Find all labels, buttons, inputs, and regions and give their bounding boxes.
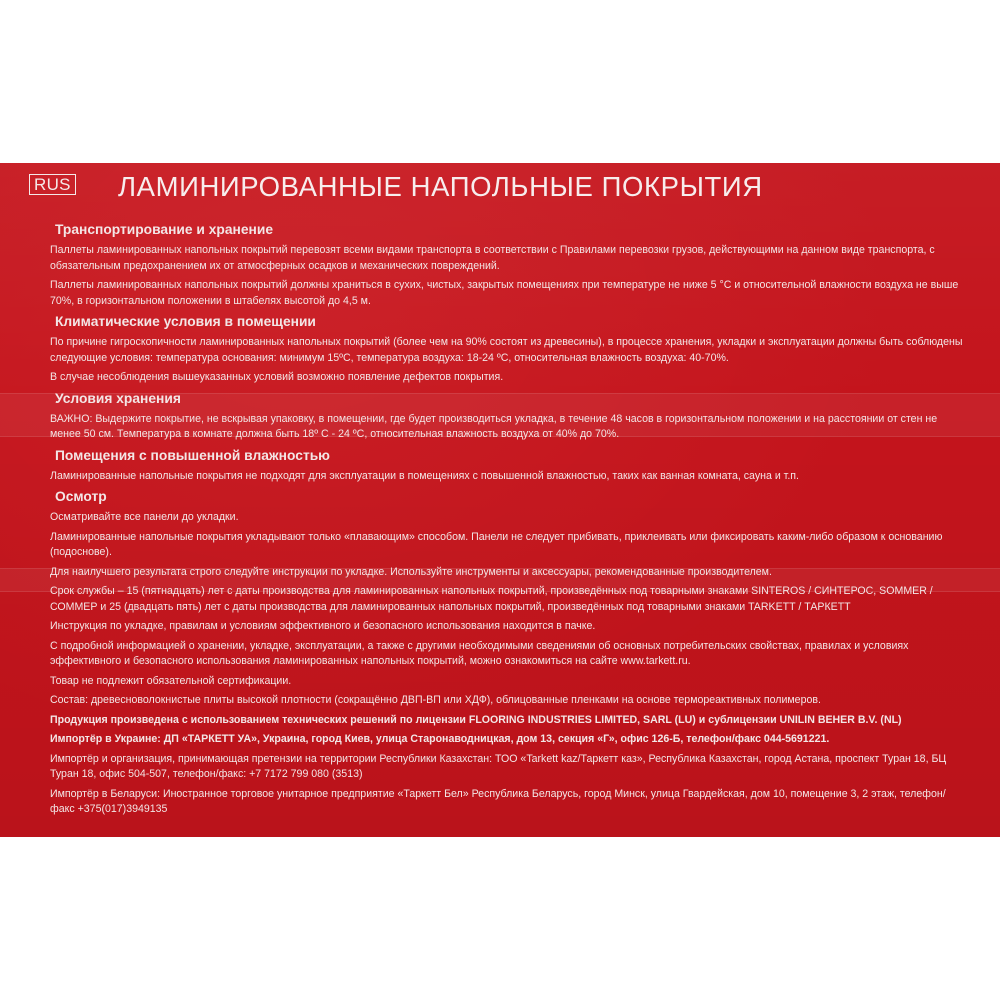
paragraph: Паллеты ламинированных напольных покрытий перевозят всеми видами транспорта в соответствии с Правилами перевозки грузов, действующими на данном виде транспорта, с обязательным предохранением их от атмосферных осадков и механических повреждений. bbox=[50, 244, 935, 272]
importer-ukraine: Импортёр в Украине: ДП «ТАРКЕТТ УА», Украина, город Киев, улица Старонаводницкая, дом 13, секция «Г», офис 126-Б, телефон/факс 044-5691221. bbox=[50, 733, 830, 745]
section-heading-transport: Транспортирование и хранение bbox=[55, 222, 273, 237]
license-text: Продукция произведена с использованием технических решений по лицензии FLOORING INDUSTRIES LIMITED, SARL (LU) и сублицензии UNILIN BEHER B.V. (NL) bbox=[50, 713, 902, 726]
paragraph: Паллеты ламинированных напольных покрытий должны храниться в сухих, чистых, закрытых помещениях при температуре не ниже 5 °С и относительной влажности воздуха не выше 70%, в горизонтальном положении в штабелях высотой до 4,5 м. bbox=[50, 279, 959, 307]
packaging-label bbox=[0, 163, 1000, 837]
label-title: ЛАМИНИРОВАННЫЕ НАПОЛЬНЫЕ ПОКРЫТИЯ bbox=[118, 171, 763, 202]
section-heading-inspection: Осмотр bbox=[55, 489, 107, 504]
paragraph: Товар не подлежит обязательной сертификации. bbox=[50, 674, 292, 687]
paragraph: Ламинированные напольные покрытия не подходят для эксплуатации в помещениях с повышенной влажностью, таких как ванная комната, сауна и т.п. bbox=[50, 469, 799, 482]
importer-kazakhstan: Импортёр и организация, принимающая претензии на территории Республики Казахстан: ТОО «Tarkett kaz/Таркетт каз», Республика Казахстан, город Астана, проспект Туран 18, БЦ Туран 18, офис 504-507, телефон/факс: +7 7172 799 080 (3513) bbox=[50, 752, 947, 780]
paragraph: Ламинированные напольные покрытия укладывают только «плавающим» способом. Панели не следует прибивать, приклеивать или фиксировать каким-либо образом к основанию (подоснове). bbox=[50, 530, 943, 558]
paragraph: Для наилучшего результата строго следуйте инструкции по укладке. Используйте инструменты и аксессуары, рекомендованные производителем. bbox=[50, 565, 772, 578]
paragraph: С подробной информацией о хранении, укладке, эксплуатации, а также с другими необходимыми сведениями об основных потребительских свойствах, правилах и условиях эффективного и безопасного использования ламинированных напольных покрытий, можно ознакомиться на сайте www.tarkett.ru. bbox=[50, 639, 909, 667]
paragraph: По причине гигроскопичности ламинированных напольных покрытий (более чем на 90% состоят из древесины), в процессе хранения, укладки и эксплуатации должны быть соблюдены следующие условия: температура основания: минимум 15ºС, температура воздуха: 18-24 ºС, относительная влажность воздуха: 40-70%. bbox=[50, 336, 963, 364]
paragraph: Инструкция по укладке, правилам и условиям эффективного и безопасного использования находится в пачке. bbox=[50, 620, 596, 632]
paragraph: Осматривайте все панели до укладки. bbox=[50, 511, 239, 523]
paragraph: ВАЖНО: Выдержите покрытие, не вскрывая упаковку, в помещении, где будет производиться укладка, в течение 48 часов в горизонтальном положении и на расстоянии от стен не менее 50 см. Температура в комнате должна быть 18º С - 24 ºС, относительная влажность воздуха от 40% до 70%. bbox=[50, 412, 938, 440]
composition-text: Состав: древесноволокнистые плиты высокой плотности (сокращённо ДВП-ВП или ХДФ), облицованные пленками на основе термореактивных полимеров. bbox=[50, 694, 821, 706]
section-heading-humidity: Помещения с повышенной влажностью bbox=[55, 447, 330, 463]
paragraph: В случае несоблюдения вышеуказанных условий возможно появление дефектов покрытия. bbox=[50, 371, 504, 383]
language-badge: RUS bbox=[29, 174, 76, 195]
label-body bbox=[50, 221, 965, 822]
section-heading-climate: Климатические условия в помещении bbox=[55, 314, 316, 329]
importer-belarus: Импортёр в Беларуси: Иностранное торговое унитарное предприятие «Таркетт Бел» Республика Беларусь, город Минск, улица Гвардейская, дом 10, помещение 3, 2 этаж, телефон/факс +375(017)3949135 bbox=[50, 787, 946, 815]
paragraph: Срок службы – 15 (пятнадцать) лет с даты производства для ламинированных напольных покрытий, произведённых под товарными знаками SINTEROS / СИНТЕРОС, SOMMER / СОММЕР и 25 (двадцать пять) лет с даты производства для ламинированных напольных покрытий, произведённых под товарными знаками TARKETT / ТАРКЕТТ bbox=[50, 585, 933, 613]
section-heading-storage: Условия хранения bbox=[55, 390, 181, 406]
